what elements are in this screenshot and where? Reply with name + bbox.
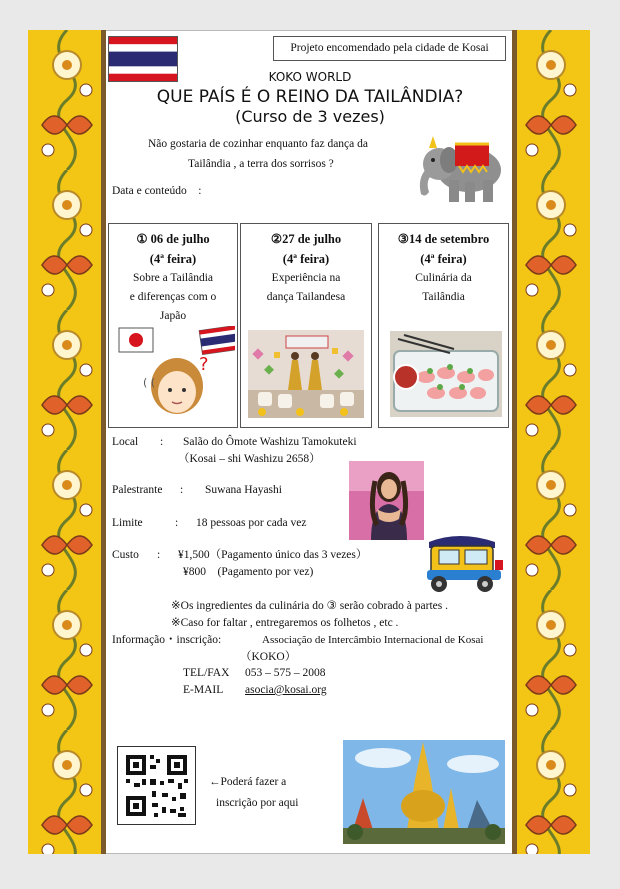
- cost-label: Custo: [112, 549, 139, 561]
- intro-line-2: Tailândia , a terra dos sorrisos ?: [188, 158, 334, 170]
- qr-hint-line-2: inscrição por aqui: [216, 797, 299, 809]
- note-ingredients: ※Os ingredientes da culinária do ③ serão cobrado à partes .: [171, 600, 448, 612]
- info-abbreviation: （KOKO）: [240, 651, 297, 663]
- session-2-date: ②27 de julho: [270, 232, 342, 246]
- temple-photo: [343, 740, 505, 844]
- limit-label: Limite: [112, 517, 143, 529]
- svg-text:( (: ( (: [143, 376, 156, 389]
- tel-label: TEL/FAX: [183, 667, 230, 679]
- session-2-desc-2: dança Tailandesa: [266, 291, 346, 303]
- page-subtitle: (Curso de 3 vezes): [235, 107, 385, 126]
- session-1-desc-1: Sobre a Tailândia: [132, 272, 214, 284]
- local-colon: :: [160, 436, 164, 448]
- thinking-girl-illustration: [117, 326, 235, 421]
- date-label: Data e conteúdo :: [112, 185, 202, 197]
- tel-value: 053 – 575 – 2008: [245, 667, 326, 679]
- local-value-line-2: （Kosai – shi Washizu 2658）: [178, 453, 321, 465]
- cost-value-line-1: ¥1,500（Pagamento único das 3 vezes）: [178, 549, 368, 561]
- speaker-value: Suwana Hayashi: [205, 484, 282, 496]
- speaker-photo: [349, 461, 424, 540]
- session-3-desc-1: Culinária da: [415, 272, 472, 284]
- session-1-desc-3: Japão: [159, 310, 187, 322]
- local-label: Local: [112, 436, 139, 448]
- session-card-1: [108, 223, 238, 428]
- session-2-desc-1: Experiência na: [271, 272, 341, 284]
- session-1-weekday: (4ª feira): [149, 252, 197, 266]
- svg-text:?: ?: [199, 354, 209, 375]
- session-card-2: [240, 223, 372, 428]
- email-link[interactable]: asocia@kosai.org: [245, 684, 327, 696]
- limit-value: 18 pessoas por cada vez: [196, 517, 307, 529]
- tuk-tuk-icon: [421, 530, 507, 596]
- local-value-line-1: Salão do Ômote Washizu Tamokuteki: [183, 436, 357, 448]
- session-3-date: ③14 de setembro: [397, 232, 490, 246]
- info-organization: Associação de Intercâmbio Internacional de Kosai: [262, 634, 484, 646]
- session-1-desc-2: e diferenças com o: [129, 291, 217, 303]
- session-card-3: [378, 223, 509, 428]
- thai-food-photo: [390, 331, 502, 417]
- session-2-weekday: (4ª feira): [282, 252, 330, 266]
- limit-colon: :: [175, 517, 179, 529]
- page-title: QUE PAÍS É O REINO DA TAILÂNDIA?: [156, 87, 464, 107]
- intro-line-1: Não gostaria de cozinhar enquanto faz dança da: [148, 138, 368, 150]
- session-1-date: ① 06 de julho: [136, 232, 210, 246]
- qr-code[interactable]: [117, 746, 196, 825]
- email-label: E-MAIL: [183, 684, 224, 696]
- note-absence: ※Caso for faltar , entregaremos os folhetos , etc .: [171, 617, 399, 629]
- right-ornamental-border: [512, 30, 590, 854]
- commission-note: Projeto encomendado pela cidade de Kosai: [273, 36, 506, 61]
- speaker-label: Palestrante: [112, 484, 163, 496]
- qr-hint-line-1: ←Poderá fazer a: [209, 776, 287, 788]
- dance-photo: [248, 330, 364, 418]
- session-3-desc-2: Tailândia: [422, 291, 465, 303]
- session-3-weekday: (4ª feira): [420, 252, 467, 266]
- cost-value-line-2: ¥800 (Pagamento por vez): [183, 566, 314, 578]
- speaker-colon: :: [180, 484, 184, 496]
- elephant-icon: [415, 130, 507, 208]
- left-ornamental-border: [28, 30, 106, 854]
- event-brand: KOKO WORLD: [268, 70, 352, 84]
- cost-colon: :: [157, 549, 161, 561]
- info-label: Informação・inscrição:: [112, 634, 222, 646]
